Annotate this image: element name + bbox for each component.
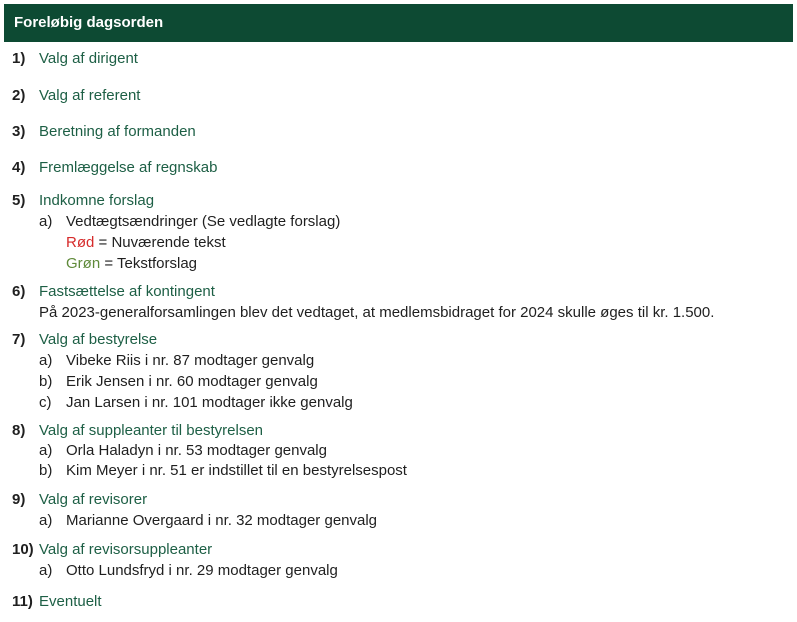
sub-item-letter: a)	[39, 562, 53, 579]
item-description: På 2023-generalforsamlingen blev det vedtaget, at medlemsbidraget for 2024 skulle øges til kr. 1.500.	[39, 304, 715, 321]
item-title: Eventuelt	[39, 593, 102, 610]
item-number: 4)	[12, 159, 26, 176]
agenda-header	[4, 4, 793, 42]
item-number: 5)	[12, 192, 26, 209]
item-title: Valg af suppleanter til bestyrelsen	[39, 422, 264, 439]
item-title: Fastsættelse af kontingent	[39, 283, 215, 300]
legend-red-text: = Nuværende tekst	[94, 234, 226, 251]
item-title: Valg af bestyrelse	[39, 331, 158, 348]
sub-item-letter: b)	[39, 373, 53, 390]
sub-item-letter: a)	[39, 512, 53, 529]
item-title: Fremlæggelse af regnskab	[39, 159, 218, 176]
item-title: Valg af revisorer	[39, 491, 148, 508]
item-number: 3)	[12, 123, 26, 140]
item-number: 9)	[12, 491, 26, 508]
sub-item-text: Vedtægtsændringer (Se vedlagte forslag)	[66, 213, 341, 230]
item-title: Valg af revisorsuppleanter	[39, 541, 213, 558]
item-number: 11)	[12, 593, 33, 610]
item-number: 7)	[12, 331, 26, 348]
sub-item-text: Vibeke Riis i nr. 87 modtager genvalg	[66, 352, 315, 369]
item-title: Valg af dirigent	[39, 50, 138, 67]
item-number: 1)	[12, 50, 26, 67]
sub-item-text: Jan Larsen i nr. 101 modtager ikke genvalg	[66, 394, 353, 411]
sub-item-text: Kim Meyer i nr. 51 er indstillet til en bestyrelsespost	[66, 462, 407, 479]
item-title: Valg af referent	[39, 87, 141, 104]
sub-item-text: Orla Haladyn i nr. 53 modtager genvalg	[66, 442, 327, 459]
sub-item-letter: b)	[39, 462, 53, 479]
legend-red-word: Rød	[66, 234, 95, 251]
sub-item-letter: a)	[39, 352, 53, 369]
item-number: 2)	[12, 87, 26, 104]
sub-item-text: Erik Jensen i nr. 60 modtager genvalg	[66, 373, 318, 390]
sub-item-letter: a)	[39, 442, 53, 459]
sub-item-text: Otto Lundsfryd i nr. 29 modtager genvalg	[66, 562, 338, 579]
sub-item-letter: a)	[39, 213, 53, 230]
item-title: Beretning af formanden	[39, 123, 196, 140]
legend-green	[66, 254, 197, 274]
item-number: 10)	[12, 541, 34, 558]
agenda-title: Foreløbig dagsorden	[14, 14, 164, 31]
legend-green-text: = Tekstforslag	[100, 255, 198, 272]
item-title: Indkomne forslag	[39, 192, 155, 209]
item-number: 8)	[12, 422, 26, 439]
legend-green-word: Grøn	[66, 255, 101, 272]
legend-red	[66, 233, 226, 253]
sub-item-letter: c)	[39, 394, 52, 411]
item-number: 6)	[12, 283, 26, 300]
sub-item-text: Marianne Overgaard i nr. 32 modtager genvalg	[66, 512, 378, 529]
